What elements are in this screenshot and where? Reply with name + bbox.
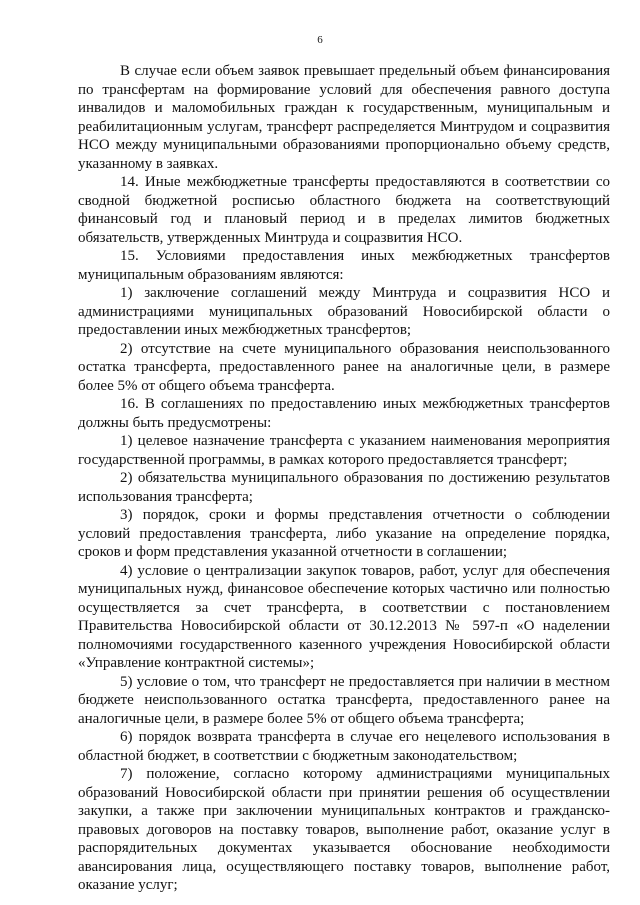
paragraph-16-item-4: 4) условие о централизации закупок товаров, работ, услуг для обеспечения муниципальных нужд, финансовое обеспечение которых частично или полностью осуществляется за счет трансферта, в соответствии с постановлением Правительства Новосибирской области от 30.12.2013 № 597-п «О наделении полномочиями государственного казенного учреждения Новосибирской области «Управление контрактной системы»; [78, 562, 610, 671]
page-number: 6 [317, 34, 323, 46]
paragraph-16-item-5: 5) условие о том, что трансферт не предоставляется при наличии в местном бюджете неиспользованного остатка трансферта, предоставленного ранее на аналогичные цели, в размере более 5% от общего объема трансферта; [78, 673, 610, 727]
document-body [78, 62, 610, 895]
paragraph-16-item-1: 1) целевое назначение трансферта с указанием наименования мероприятия государственной программы, в рамках которого предоставляется трансферт; [78, 433, 610, 468]
paragraph-15-item-2: 2) отсутствие на счете муниципального образования неиспользованного остатка трансферта, предоставленного ранее на аналогичные цели, в размере более 5% от общего объема трансферта. [78, 340, 610, 394]
paragraph-16-item-2: 2) обязательства муниципального образования по достижению результатов использования трансферта; [78, 470, 610, 505]
paragraph-15-item-1: 1) заключение соглашений между Минтруда и соцразвития НСО и администрациями муниципальных образований Новосибирской области о предоставлении иных межбюджетных трансфертов; [78, 285, 610, 338]
paragraph-16-item-6: 6) порядок возврата трансферта в случае его нецелевого использования в областной бюджет, в соответствии с бюджетным законодательством; [78, 729, 610, 764]
paragraph-16-item-7: 7) положение, согласно которому администрациями муниципальных образований Новосибирской области при принятии решения об осуществлении закупки, а также при заключении муниципальных контрактов и гражданско-правовых договоров на поставку товаров, выполнение работ, оказание услуг в распорядительных документах указывается обоснование необходимости авансирования лица, осуществляющего поставку товаров, выполнение работ, оказание услуг; [78, 766, 610, 893]
paragraph-excess-applications: В случае если объем заявок превышает предельный объем финансирования по трансфертам на формирование условий для обеспечения равного доступа инвалидов и маломобильных граждан к государственным, муниципальным и реабилитационным услугам, трансферт распределяется Минтрудом и соцразвития НСО между муниципальными образованиями пропорционально объему средств, указанному в заявках. [78, 63, 610, 172]
paragraph-16: 16. В соглашениях по предоставлению иных межбюджетных трансфертов должны быть предусмотрены: [78, 396, 610, 431]
paragraph-15: 15. Условиями предоставления иных межбюджетных трансфертов муниципальным образованиям являются: [78, 248, 610, 283]
paragraph-16-item-3: 3) порядок, сроки и формы представления отчетности о соблюдении условий предоставления трансферта, либо указание на определение порядка, сроков и форм представления указанной отчетности в соглашении; [78, 507, 610, 560]
paragraph-14: 14. Иные межбюджетные трансферты предоставляются в соответствии со сводной бюджетной росписью областного бюджета на соответствующий финансовый год и плановый период и в пределах лимитов бюджетных обязательств, утвержденных Минтруда и соцразвития НСО. [78, 174, 610, 246]
